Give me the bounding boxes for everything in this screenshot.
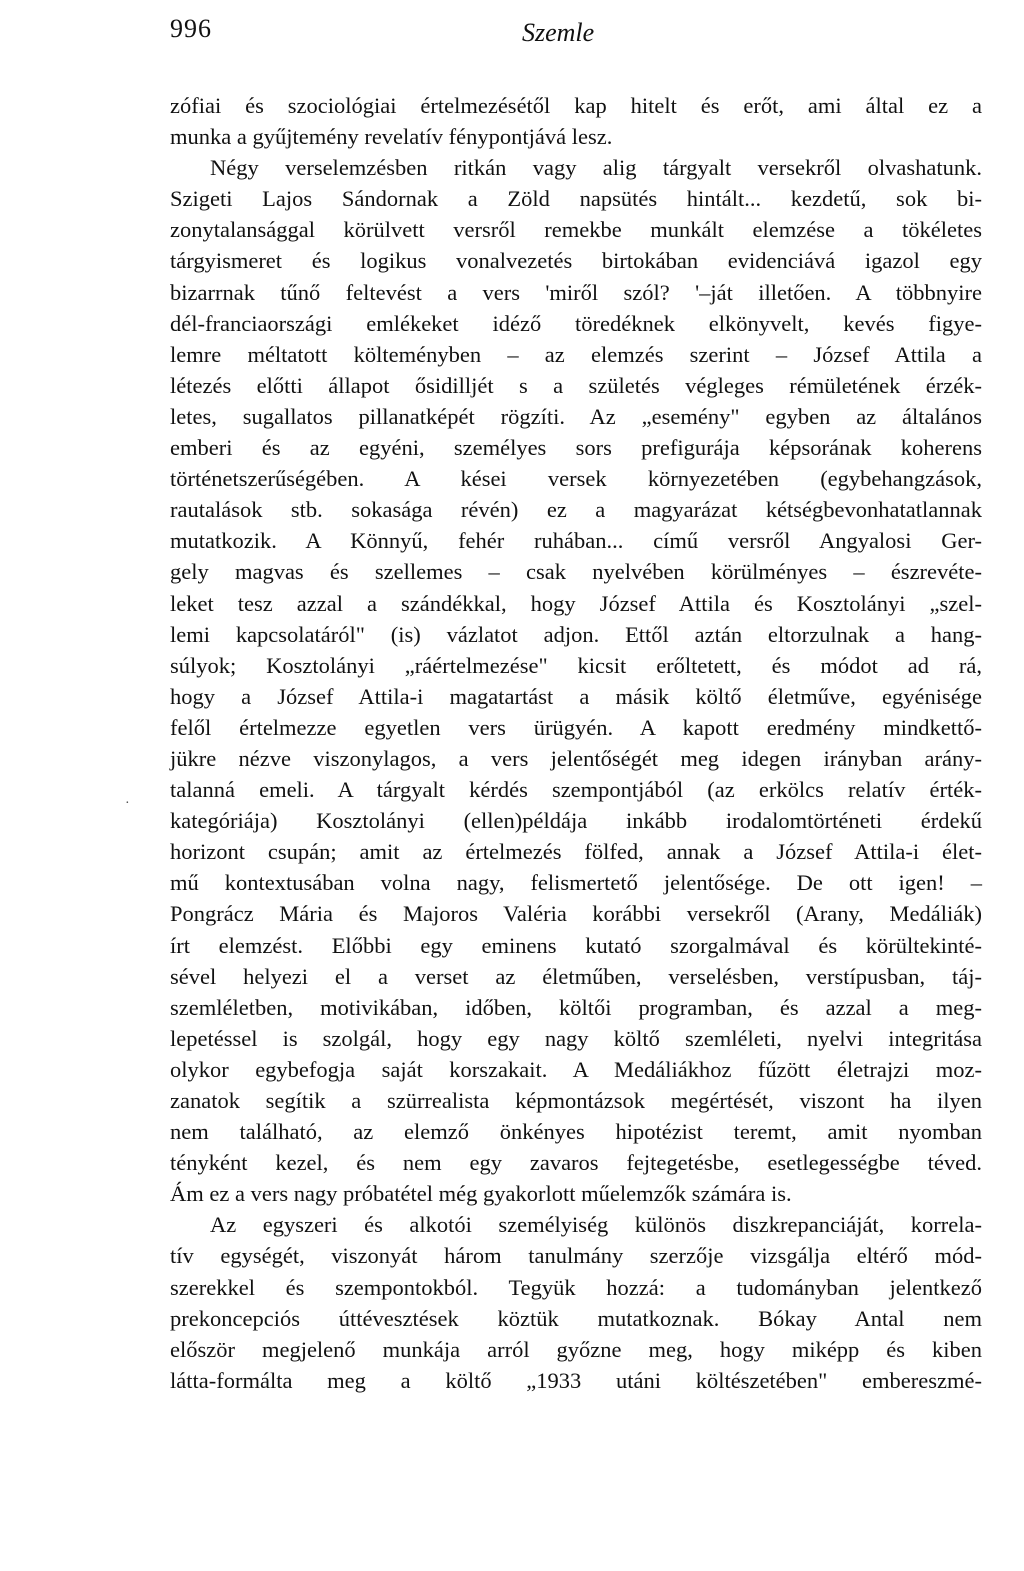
text-line: hogy a József Attila-i magatartást a másik költő életműve, egyénisége bbox=[170, 683, 982, 709]
text-line: zanatok segítik a szürrealista képmontázsok megértését, viszont ha ilyen bbox=[170, 1088, 982, 1113]
text-line: dél-franciaországi emlékeket idéző töredéknek elkönyvelt, kevés figye- bbox=[170, 310, 982, 336]
text-line: szerekkel és szempontokból. Tegyük hozzá: a tudományban jelentkező bbox=[170, 1274, 982, 1300]
text-line: bizarrnak tűnő feltevést a vers 'miről szól? '–ját illetően. A többnyire bbox=[170, 279, 982, 305]
text-line: mű kontextusában volna nagy, felismertető jelentősége. De ott igen! – bbox=[170, 870, 982, 896]
text-line: Ám ez a vers nagy próbatétel még gyakorlott műelemzők számára is. bbox=[170, 1181, 792, 1207]
body-text bbox=[170, 90, 982, 1396]
text-line: szemléletben, motivikában, időben, költői programban, és azzal a meg- bbox=[170, 994, 982, 1020]
text-line: Pongrácz Mária és Majoros Valéria korábbi versekről (Arany, Medáliák) bbox=[170, 901, 982, 927]
text-line: letes, sugallatos pillanatképét rögzíti. Az „esemény" egyben az általános bbox=[170, 403, 982, 429]
text-line: rautalások stb. sokasága révén) ez a magyarázat kétségbevonhatatlannak bbox=[170, 497, 982, 523]
text-line: kategóriája) Kosztolányi (ellen)példája inkább irodalomtörténeti érdekű bbox=[170, 808, 982, 834]
text-line: tényként kezel, és nem egy zavaros fejtegetésbe, esetlegességbe téved. bbox=[170, 1150, 982, 1176]
page-number: 996 bbox=[170, 14, 212, 43]
text-line: olykor egybefogja saját korszakait. A Medáliákhoz fűzött életrajzi moz- bbox=[170, 1056, 982, 1082]
text-line: zonytalansággal körülvett versről remekbe munkált elemzése a tökéletes bbox=[170, 217, 982, 243]
text-line: történetszerűségében. A kései versek környezetében (egybehangzások, bbox=[170, 466, 982, 492]
text-line: horizont csupán; amit az értelmezés fölfed, annak a József Attila-i élet- bbox=[170, 839, 982, 865]
text-line: leket tesz azzal a szándékkal, hogy József Attila és Kosztolányi „szel- bbox=[170, 590, 982, 616]
text-line: Szigeti Lajos Sándornak a Zöld napsütés hintált... kezdetű, sok bi- bbox=[170, 186, 982, 212]
text-line: tív egységét, viszonyát három tanulmány szerzője vizsgálja eltérő mód- bbox=[170, 1243, 982, 1269]
text-line: sével helyezi el a verset az életműben, verselésben, verstípusban, táj- bbox=[170, 963, 982, 989]
text-line: talanná emeli. A tárgyalt kérdés szempontjából (az erkölcs relatív érték- bbox=[170, 777, 982, 803]
text-line: írt elemzést. Előbbi egy eminens kutató szorgalmával és körültekinté- bbox=[170, 932, 982, 958]
text-line: prekoncepciós úttévesztések köztük mutatkoznak. Bókay Antal nem bbox=[170, 1305, 982, 1331]
text-line: munka a gyűjtemény revelatív fénypontjává lesz. bbox=[170, 124, 613, 150]
text-line: mutatkozik. A Könnyű, fehér ruhában... című versről Angyalosi Ger- bbox=[170, 528, 982, 554]
text-line: lemi kapcsolatáról" (is) vázlatot adjon. Ettől aztán eltorzulnak a hang- bbox=[170, 621, 982, 647]
text-line: látta-formálta meg a költő „1933 utáni költészetében" embereszmé- bbox=[170, 1367, 982, 1393]
running-head: Szemle bbox=[522, 18, 595, 47]
text-line: lepetéssel is szolgál, hogy egy nagy költő szemléleti, nyelvi integritása bbox=[170, 1025, 982, 1051]
text-line: Az egyszeri és alkotói személyiség különös diszkrepanciáját, korrela- bbox=[210, 1212, 982, 1238]
text-line: zófiai és szociológiai értelmezésétől kap hitelt és erőt, ami által ez a bbox=[170, 93, 982, 118]
text-line: létezés előtti állapot ősidilljét s a születés végleges rémületének érzék- bbox=[170, 372, 982, 398]
margin-mark: · bbox=[125, 796, 130, 811]
page-header bbox=[170, 14, 982, 54]
text-line: jükre nézve viszonylagos, a vers jelentőségét meg idegen irányban arány- bbox=[170, 745, 982, 771]
text-line: súlyok; Kosztolányi „ráértelmezése" kicsit erőltetett, és módot ad rá, bbox=[170, 652, 982, 678]
text-line: felől értelmezze egyetlen vers ürügyén. A kapott eredmény mindkettő- bbox=[170, 714, 982, 740]
text-line: tárgyismeret és logikus vonalvezetés birtokában evidenciává igazol egy bbox=[170, 248, 982, 274]
text-line: emberi és az egyéni, személyes sors prefigurája képsorának koherens bbox=[170, 435, 982, 461]
text-line: először megjelenő munkája arról győzne meg, hogy miképp és kiben bbox=[170, 1336, 982, 1362]
text-line: nem található, az elemző önkényes hipotézist teremt, amit nyomban bbox=[170, 1119, 982, 1145]
text-line: lemre méltatott költeményben – az elemzés szerint – József Attila a bbox=[170, 341, 982, 367]
text-line: gely magvas és szellemes – csak nyelvében körülményes – észrevéte- bbox=[170, 559, 982, 585]
text-line: Négy verselemzésben ritkán vagy alig tárgyalt versekről olvashatunk. bbox=[210, 155, 982, 181]
